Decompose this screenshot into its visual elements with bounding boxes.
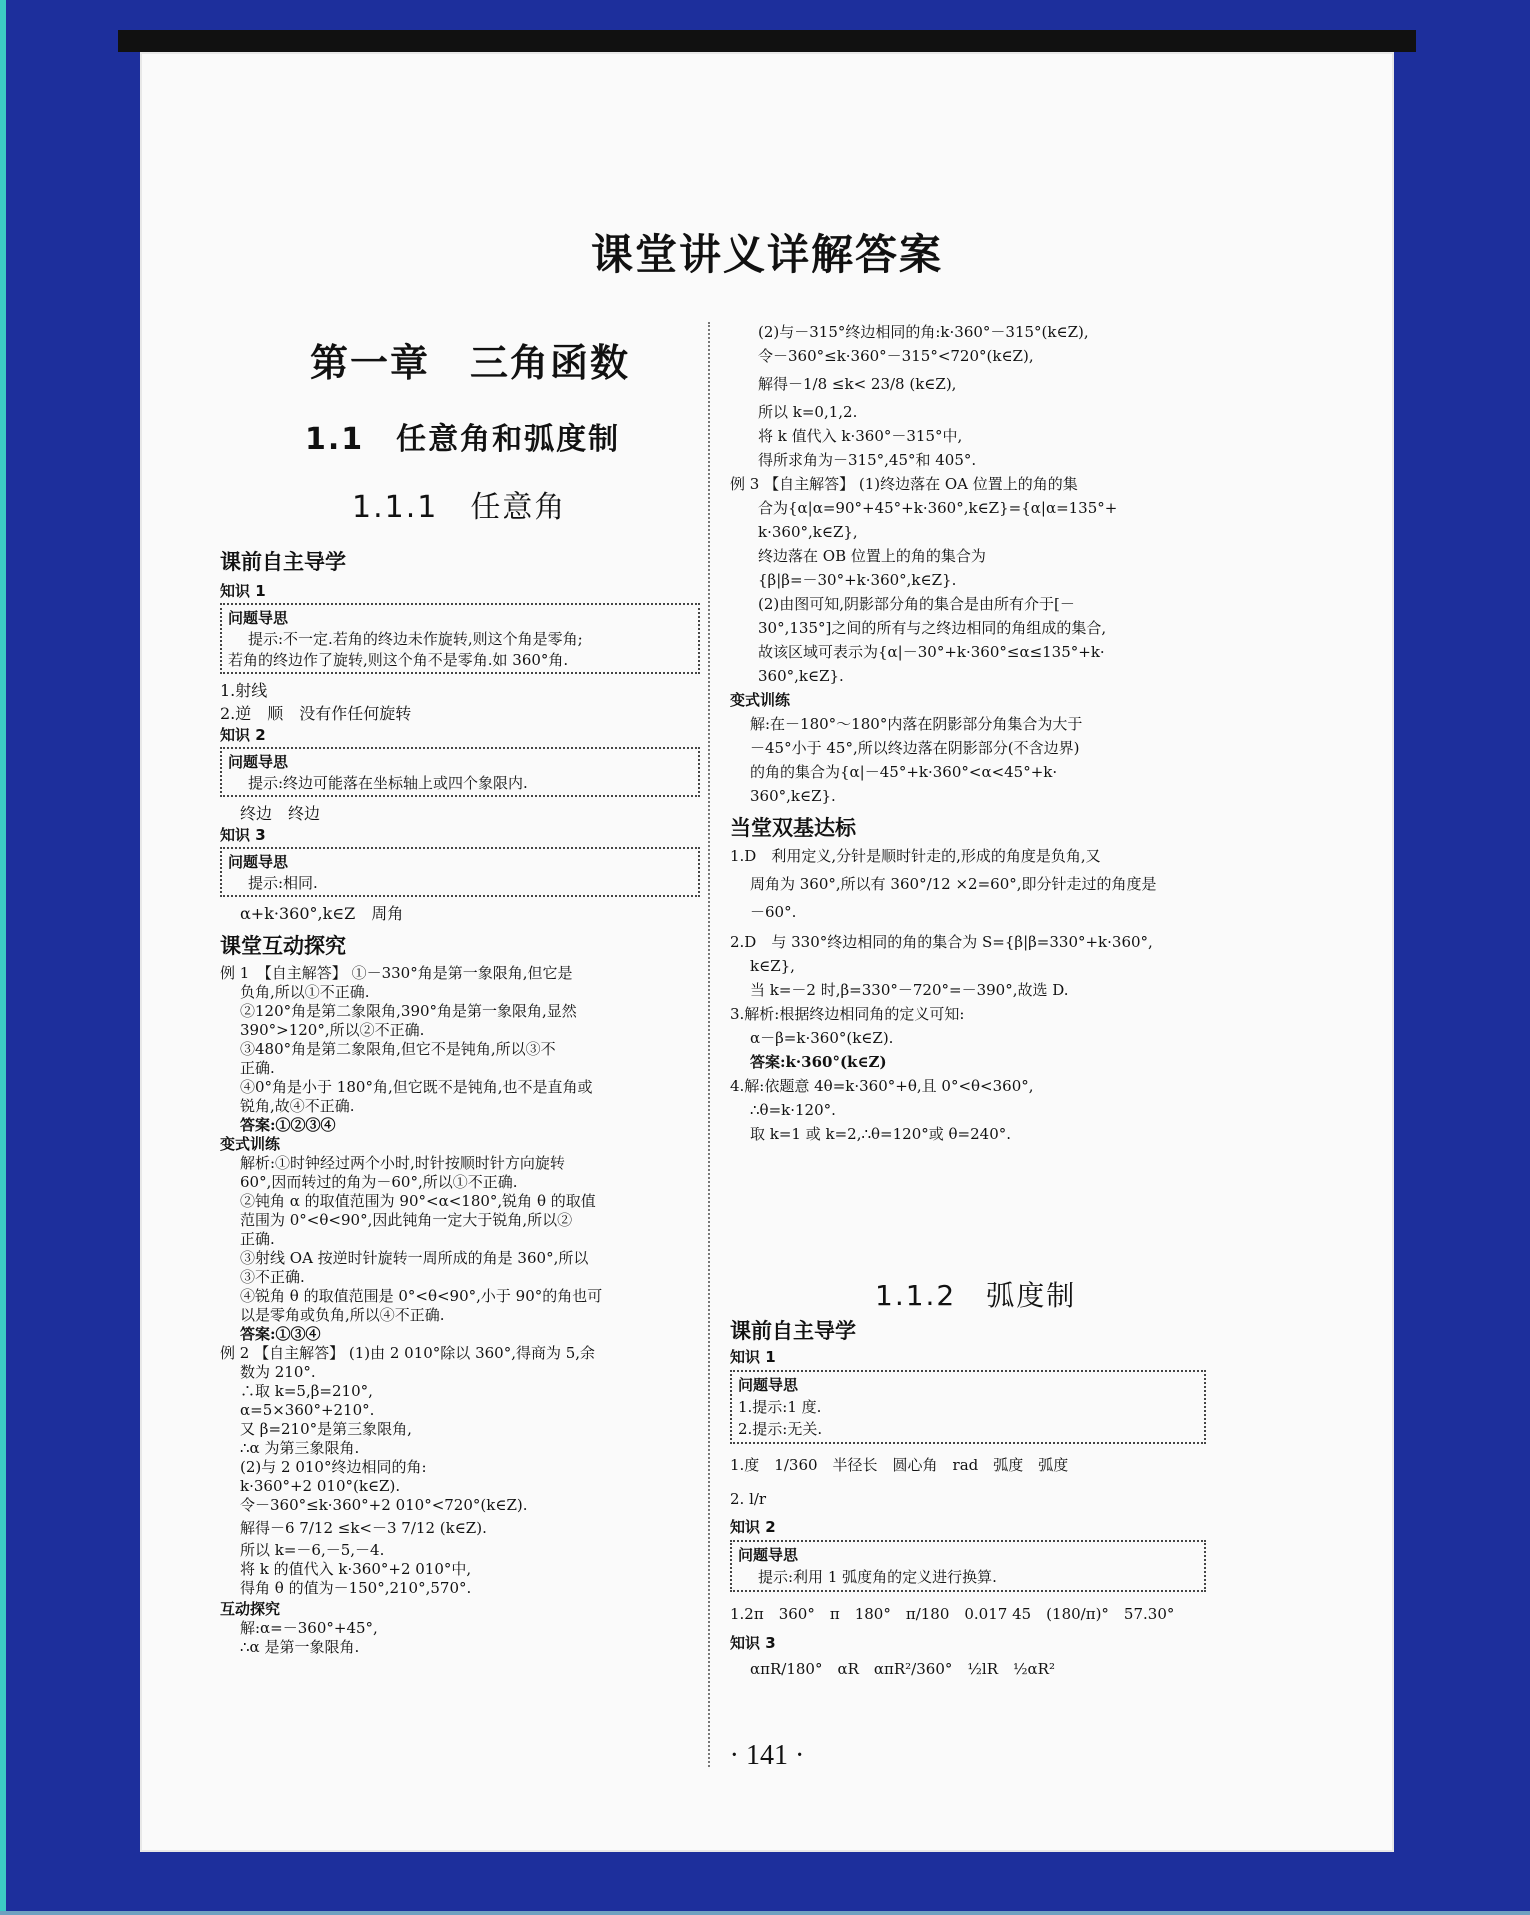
text-line: 4.解:依题意 4θ=k·360°+θ,且 0°<θ<360°, xyxy=(730,1077,1034,1095)
text-line: 负角,所以①不正确. xyxy=(240,983,370,1001)
box-title: 问题导思 xyxy=(738,1376,799,1394)
page-number: · 141 · xyxy=(729,1740,805,1771)
text-line: ③射线 OA 按逆时针旋转一周所成的角是 360°,所以 xyxy=(240,1249,589,1267)
text-line: 范围为 0°<θ<90°,因此钝角一定大于锐角,所以② xyxy=(240,1211,573,1229)
box-line: 若角的终边作了旋转,则这个角不是零角.如 360°角. xyxy=(228,651,569,669)
text-line: 解得－1/8 ≤k< 23/8 (k∈Z), xyxy=(758,375,957,393)
text-line: 390°>120°,所以②不正确. xyxy=(240,1021,425,1039)
box-line: 提示:利用 1 弧度角的定义进行换算. xyxy=(758,1568,997,1586)
answer-line: 终边 终边 xyxy=(240,804,321,823)
box-line: 1.提示:1 度. xyxy=(738,1398,822,1416)
text-line: －60°. xyxy=(750,903,797,921)
text-line: 2.D 与 330°终边相同的角的集合为 S={β|β=330°+k·360°, xyxy=(730,933,1153,951)
subsection-heading-2: 1.1.2 弧度制 xyxy=(875,1279,1077,1312)
text-line: 答案:①③④ xyxy=(240,1325,321,1343)
text-line: 正确. xyxy=(240,1059,275,1077)
scan-top-bar xyxy=(118,30,1416,52)
right-column-radian xyxy=(730,1314,1370,1684)
text-line: 合为{α|α=90°+45°+k·360°,k∈Z}={α|α=135°+ xyxy=(758,499,1118,517)
text-line: ②钝角 α 的取值范围为 90°<α<180°,锐角 θ 的取值 xyxy=(240,1192,596,1210)
text-line: －45°小于 45°,所以终边落在阴影部分(不含边界) xyxy=(750,739,1080,757)
text-line: 取 k=1 或 k=2,∴θ=120°或 θ=240°. xyxy=(750,1125,1012,1143)
question-box-3 xyxy=(220,847,700,897)
box-title: 问题导思 xyxy=(228,853,289,871)
scan-edge-bottom xyxy=(0,1911,1530,1915)
page-title: 课堂讲义详解答案 xyxy=(590,230,943,279)
right-column xyxy=(730,320,1370,1146)
text-line: ④锐角 θ 的取值范围是 0°<θ<90°,小于 90°的角也可 xyxy=(240,1287,603,1305)
text-line: α－β=k·360°(k∈Z). xyxy=(750,1029,894,1047)
heading-interactive: 课堂互动探究 xyxy=(220,934,346,958)
text-line: 答案:k·360°(k∈Z) xyxy=(750,1053,887,1071)
text-line: 所以 k=－6,－5,－4. xyxy=(240,1541,385,1559)
knowledge-2-label: 知识 2 xyxy=(730,1518,776,1536)
knowledge-1-label: 知识 1 xyxy=(730,1348,776,1366)
text-line: α=5×360°+210°. xyxy=(240,1401,375,1419)
knowledge-3-label: 知识 3 xyxy=(730,1634,776,1652)
section-heading: 1.1 任意角和弧度制 xyxy=(305,422,621,457)
text-line: 得角 θ 的值为－150°,210°,570°. xyxy=(240,1579,472,1597)
subsection-heading-1: 1.1.1 任意角 xyxy=(352,490,567,525)
text-line: 当 k=－2 时,β=330°－720°=－390°,故选 D. xyxy=(750,981,1069,999)
heading-double-basics: 当堂双基达标 xyxy=(730,816,856,840)
text-line: 数为 210°. xyxy=(240,1363,316,1381)
answer-line: 2.逆 顺 没有作任何旋转 xyxy=(220,704,412,723)
text-line: {β|β=－30°+k·360°,k∈Z}. xyxy=(758,571,957,589)
answer-line: 1.2π 360° π 180° π/180 0.017 45 (180/π)° 57.30° xyxy=(730,1605,1175,1623)
text-line: ③不正确. xyxy=(240,1268,305,1286)
text-line: (2)由图可知,阴影部分角的集合是由所有介于[－ xyxy=(758,595,1075,613)
text-line: 360°,k∈Z}. xyxy=(758,667,844,685)
chapter-heading: 第一章 三角函数 xyxy=(310,341,631,385)
text-line: 将 k 值代入 k·360°－315°中, xyxy=(758,427,963,445)
knowledge-2-label: 知识 2 xyxy=(220,726,266,744)
text-line: ∴α 是第一象限角. xyxy=(240,1638,360,1656)
box-line: 提示:不一定.若角的终边未作旋转,则这个角是零角; xyxy=(248,630,583,648)
text-line: 360°,k∈Z}. xyxy=(750,787,836,805)
text-line: 正确. xyxy=(240,1230,275,1248)
text-line: 解析:①时钟经过两个小时,时针按顺时针方向旋转 xyxy=(240,1154,565,1172)
box-line: 提示:终边可能落在坐标轴上或四个象限内. xyxy=(248,774,528,792)
box-line: 2.提示:无关. xyxy=(738,1420,823,1438)
text-line: ∴α 为第三象限角. xyxy=(240,1439,360,1457)
answer-line: 1.度 1/360 半径长 圆心角 rad 弧度 弧度 xyxy=(730,1456,1069,1474)
answer-line: 1.射线 xyxy=(220,681,268,700)
scan-edge-left xyxy=(0,0,6,1915)
text-line: 解:在－180°～180°内落在阴影部分角集合为大于 xyxy=(750,715,1083,733)
knowledge-3-label: 知识 3 xyxy=(220,826,266,844)
interactive-explore-label: 互动探究 xyxy=(220,1600,281,1618)
answer-line: απR/180° αR απR²/360° ½lR ½αR² xyxy=(750,1660,1055,1678)
text-line: 解:α=－360°+45°, xyxy=(240,1619,378,1637)
question-box-r1 xyxy=(730,1370,1206,1444)
box-title: 问题导思 xyxy=(228,753,289,771)
text-line: 例 2 【自主解答】 (1)由 2 010°除以 360°,得商为 5,余 xyxy=(220,1344,596,1362)
text-line: 令－360°≤k·360°－315°<720°(k∈Z), xyxy=(758,347,1034,365)
text-line: k·360°,k∈Z}, xyxy=(758,523,858,541)
text-line: 解得－6 7/12 ≤k<－3 7/12 (k∈Z). xyxy=(240,1519,487,1537)
text-line: ∴取 k=5,β=210°, xyxy=(240,1382,373,1400)
left-column xyxy=(220,540,700,1657)
box-title: 问题导思 xyxy=(228,609,289,627)
text-line: 周角为 360°,所以有 360°/12 ×2=60°,即分针走过的角度是 xyxy=(750,875,1157,893)
heading-pre-study: 课前自主导学 xyxy=(220,550,346,574)
text-line: ②120°角是第二象限角,390°角是第一象限角,显然 xyxy=(240,1002,577,1020)
answer-line: α+k·360°,k∈Z 周角 xyxy=(240,904,404,923)
text-line: 将 k 的值代入 k·360°+2 010°中, xyxy=(240,1560,472,1578)
heading-pre-study-2: 课前自主导学 xyxy=(730,1319,856,1343)
text-line: 30°,135°]之间的所有与之终边相同的角组成的集合, xyxy=(758,619,1107,637)
text-line: ③480°角是第二象限角,但它不是钝角,所以③不 xyxy=(240,1040,556,1058)
answer-line: 2. l/r xyxy=(730,1490,767,1508)
text-line: 得所求角为－315°,45°和 405°. xyxy=(758,451,977,469)
question-box-2 xyxy=(220,747,700,797)
box-line: 提示:相同. xyxy=(248,874,318,892)
variant-label: 变式训练 xyxy=(730,691,791,709)
text-line: 的角的集合为{α|－45°+k·360°<α<45°+k· xyxy=(750,763,1058,781)
text-line: 故该区域可表示为{α|－30°+k·360°≤α≤135°+k· xyxy=(758,643,1105,661)
text-line: 终边落在 OB 位置上的角的集合为 xyxy=(758,547,986,565)
text-line: 令－360°≤k·360°+2 010°<720°(k∈Z). xyxy=(240,1496,528,1514)
question-box-1 xyxy=(220,603,700,674)
question-box-r2 xyxy=(730,1540,1206,1592)
text-line: k∈Z}, xyxy=(750,957,795,975)
text-line: 锐角,故④不正确. xyxy=(240,1097,355,1115)
text-line: (2)与 2 010°终边相同的角: xyxy=(240,1458,427,1476)
text-line: 1.D 利用定义,分针是顺时针走的,形成的角度是负角,又 xyxy=(730,847,1101,865)
text-line: (2)与－315°终边相同的角:k·360°－315°(k∈Z), xyxy=(758,323,1089,341)
text-line: 又 β=210°是第三象限角, xyxy=(240,1420,412,1438)
box-title: 问题导思 xyxy=(738,1546,799,1564)
text-line: ④0°角是小于 180°角,但它既不是钝角,也不是直角或 xyxy=(240,1078,593,1096)
text-line: 以是零角或负角,所以④不正确. xyxy=(240,1306,445,1324)
text-line: 答案:①②③④ xyxy=(240,1116,336,1134)
knowledge-1-label: 知识 1 xyxy=(220,582,266,600)
text-line: 例 3 【自主解答】 (1)终边落在 OA 位置上的角的集 xyxy=(730,475,1078,493)
text-line: ∴θ=k·120°. xyxy=(750,1101,836,1119)
variant-label: 变式训练 xyxy=(220,1135,281,1153)
example-1 xyxy=(220,964,700,1657)
text-line: 60°,因而转过的角为－60°,所以①不正确. xyxy=(240,1173,518,1191)
text-line: 例 1 【自主解答】 ①－330°角是第一象限角,但它是 xyxy=(220,964,573,982)
text-line: 所以 k=0,1,2. xyxy=(758,403,858,421)
text-line: 3.解析:根据终边相同角的定义可知: xyxy=(730,1005,965,1023)
column-divider xyxy=(708,322,710,1767)
text-line: k·360°+2 010°(k∈Z). xyxy=(240,1477,401,1495)
document-page xyxy=(140,52,1394,1852)
